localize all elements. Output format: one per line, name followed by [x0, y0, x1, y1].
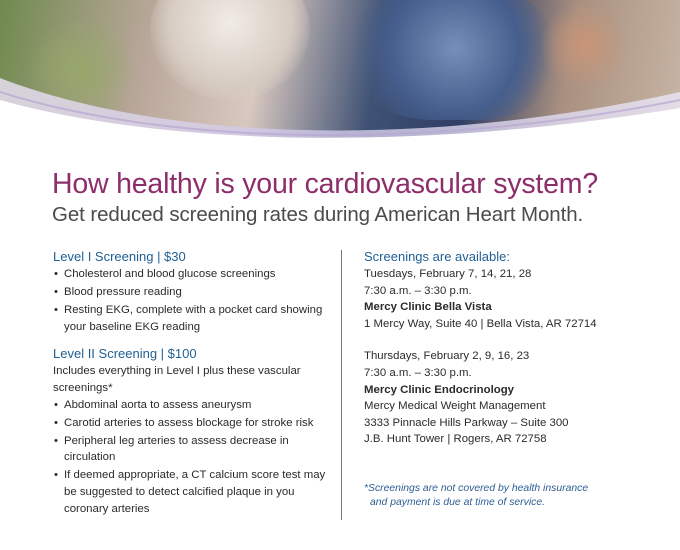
- wave-swoosh-decoration: [0, 0, 680, 150]
- list-item: • If deemed appropriate, a CT calcium score test may be suggested to detect calcified plaque in you coronary arteries: [53, 467, 328, 517]
- location2-name: Mercy Clinic Endocrinology: [364, 383, 515, 396]
- location1-name: Mercy Clinic Bella Vista: [364, 301, 492, 314]
- location1-dates: Tuesdays, February 7, 14, 21, 28: [364, 268, 532, 280]
- page-subheadline: Get reduced screening rates during American Heart Month.: [52, 203, 584, 226]
- level1-list: [53, 266, 328, 335]
- list-item: • Blood pressure reading: [53, 284, 328, 301]
- location2-line3: J.B. Hunt Tower | Rogers, AR 72758: [364, 433, 547, 446]
- list-item: • Peripheral leg arteries to assess decrease in circulation: [53, 433, 328, 466]
- location2-line2: 3333 Pinnacle Hills Parkway – Suite 300: [364, 416, 569, 429]
- level2-title: Level II Screening | $100: [53, 346, 197, 362]
- column-divider: [341, 250, 342, 520]
- list-item: • Cholesterol and blood glucose screenings: [53, 266, 328, 283]
- level2-list: [53, 397, 328, 518]
- screening-levels-column: [53, 248, 328, 519]
- level2-intro: Includes everything in Level I plus these vascular screenings*: [53, 365, 301, 394]
- payment-note: [364, 482, 664, 510]
- payment-note-line1: *Screenings are not covered by health insurance: [364, 482, 589, 494]
- availability-title: Screenings are available:: [364, 249, 510, 264]
- location2-line1: Mercy Medical Weight Management: [364, 400, 546, 413]
- level1-title: Level I Screening | $30: [53, 249, 186, 264]
- availability-column: [364, 248, 664, 510]
- location1-address: 1 Mercy Way, Suite 40 | Bella Vista, AR 72714: [364, 317, 597, 330]
- payment-note-line2: and payment is due at time of service.: [370, 496, 545, 508]
- location2-dates: Thursdays, February 2, 9, 16, 23: [364, 350, 530, 363]
- hero-photo: [0, 0, 680, 150]
- location2-time: 7:30 a.m. – 3:30 p.m.: [364, 366, 472, 379]
- location1-time: 7:30 a.m. – 3:30 p.m.: [364, 284, 472, 297]
- list-item: • Abdominal aorta to assess aneurysm: [53, 397, 328, 414]
- list-item: • Resting EKG, complete with a pocket card showing your baseline EKG reading: [53, 302, 328, 335]
- page-headline: How healthy is your cardiovascular system?: [52, 168, 598, 200]
- list-item: • Carotid arteries to assess blockage for stroke risk: [53, 415, 328, 432]
